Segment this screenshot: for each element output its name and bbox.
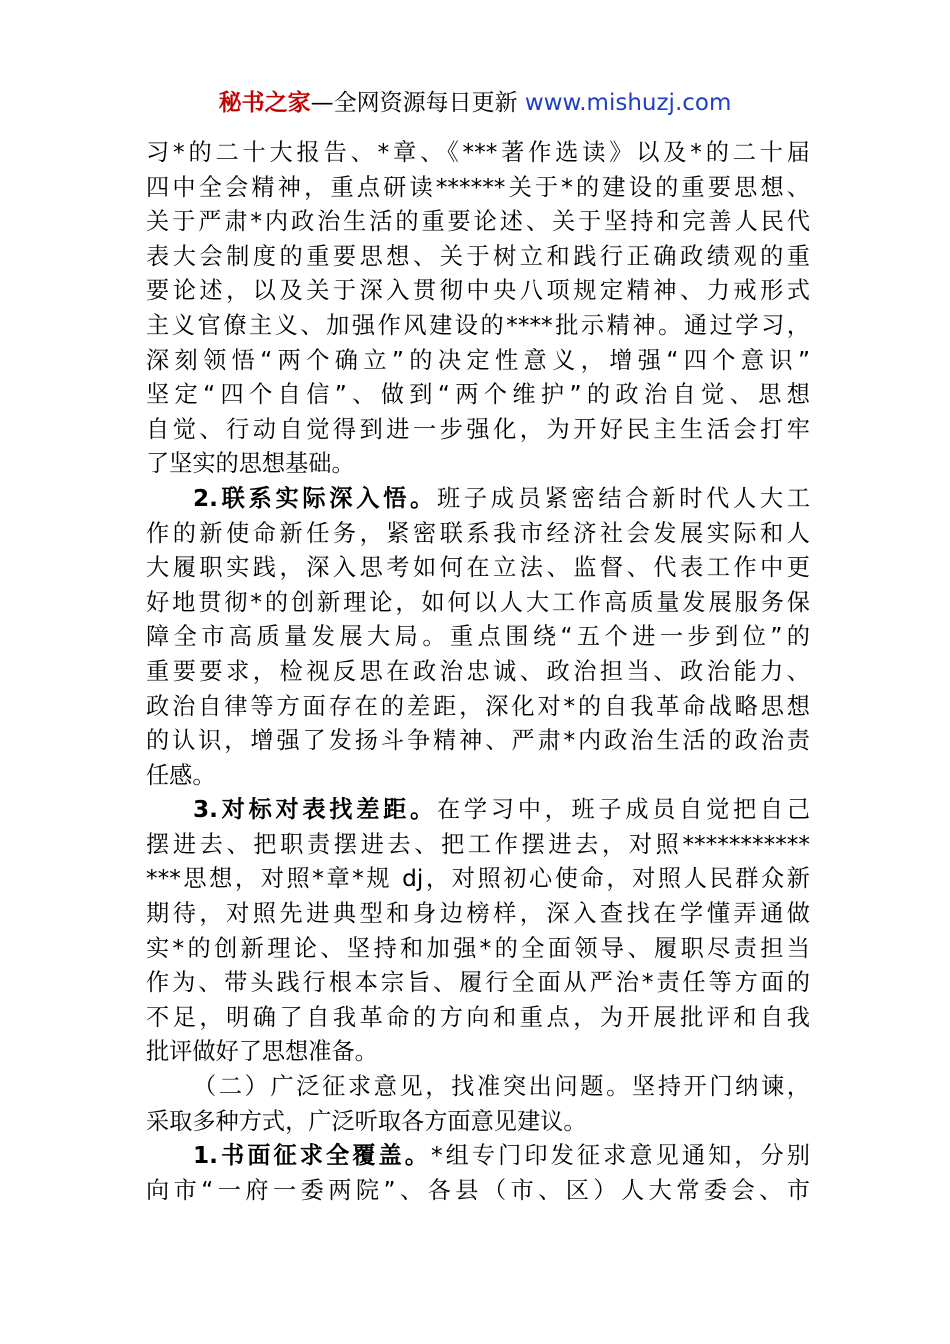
line-text: 障全市高质量发展大局。重点围绕“五个进一步到位”的 bbox=[146, 623, 810, 651]
line-text: 自觉、行动自觉得到进一步强化，为开好民主生活会打牢 bbox=[146, 415, 810, 443]
text-line bbox=[146, 897, 810, 932]
text-line bbox=[146, 586, 810, 621]
text-line bbox=[146, 171, 810, 206]
text-line bbox=[146, 828, 810, 863]
line-text: 表大会制度的重要思想、关于树立和践行正确政绩观的重 bbox=[146, 242, 810, 270]
line-text: 主义官僚主义、加强作风建设的****批示精神。通过学习， bbox=[146, 311, 810, 339]
line-text: （二）广泛征求意见，找准突出问题。坚持开门纳谏， bbox=[193, 1073, 810, 1101]
text-line bbox=[146, 482, 810, 517]
text-line bbox=[146, 1035, 810, 1070]
line-text: 的认识，增强了发扬斗争精神、严肃*内政治生活的政治责 bbox=[146, 727, 810, 755]
line-text: 习*的二十大报告、*章、《***著作选读》以及*的二十届 bbox=[146, 139, 810, 166]
text-line bbox=[146, 551, 810, 586]
line-text: 大履职实践，深入思考如何在立法、监督、代表工作中更 bbox=[146, 554, 810, 582]
line-text: 在学习中，班子成员自觉把自己 bbox=[436, 796, 811, 824]
line-text: 作的新使命新任务，紧密联系我市经济社会发展实际和人 bbox=[146, 519, 810, 547]
text-line bbox=[146, 1070, 810, 1105]
line-text: 期待，对照先进典型和身边榜样，深入查找在学懂弄通做 bbox=[146, 900, 810, 928]
line-text: 任感。 bbox=[146, 761, 216, 789]
site-slogan: —全网资源每日更新 bbox=[310, 90, 525, 116]
line-text: 作为、带头践行根本宗旨、履行全面从严治*责任等方面的 bbox=[146, 969, 810, 997]
text-line bbox=[146, 793, 810, 828]
text-line bbox=[146, 517, 810, 552]
text-line bbox=[146, 274, 810, 309]
line-text: 好地贯彻*的创新理论，如何以人大工作高质量发展服务保 bbox=[146, 588, 810, 616]
line-text: 批评做好了思想准备。 bbox=[146, 1038, 378, 1066]
line-text: 关于严肃*内政治生活的重要论述、关于坚持和完善人民代 bbox=[146, 208, 810, 236]
text-line bbox=[146, 1105, 810, 1140]
text-line bbox=[146, 862, 810, 897]
text-line bbox=[146, 309, 810, 344]
site-url: www.mishuzj.com bbox=[524, 90, 732, 116]
line-text: *组专门印发征求意见通知，分别 bbox=[430, 1142, 810, 1170]
line-text: 了坚实的思想基础。 bbox=[146, 450, 355, 478]
text-line bbox=[146, 205, 810, 240]
item-heading: 1.书面征求全覆盖。 bbox=[193, 1142, 431, 1170]
line-text: 班子成员紧密结合新时代人大工 bbox=[436, 484, 811, 512]
line-text: 摆进去、把职责摆进去、把工作摆进去，对照*********** bbox=[146, 830, 810, 858]
document-body bbox=[146, 136, 810, 1208]
line-text: 政治自律等方面存在的差距，深化对*的自我革命战略思想 bbox=[146, 692, 810, 720]
text-line bbox=[146, 1001, 810, 1036]
text-line bbox=[146, 344, 810, 379]
line-text: 要论述，以及关于深入贯彻中央八项规定精神、力戒形式 bbox=[146, 277, 810, 305]
line-text: 向市“一府一委两院”、各县（市、区）人大常委会、市 bbox=[146, 1176, 810, 1204]
site-banner bbox=[0, 86, 950, 120]
text-line bbox=[146, 240, 810, 275]
line-text: 实*的创新理论、坚持和加强*的全面领导、履职尽责担当 bbox=[146, 934, 810, 962]
text-line bbox=[146, 1139, 810, 1174]
text-line bbox=[146, 724, 810, 759]
line-text: 不足，明确了自我革命的方向和重点，为开展批评和自我 bbox=[146, 1003, 810, 1031]
line-text: 重要要求，检视反思在政治忠诚、政治担当、政治能力、 bbox=[146, 657, 810, 685]
text-line bbox=[146, 378, 810, 413]
text-line bbox=[146, 447, 810, 482]
text-line bbox=[146, 136, 810, 171]
line-text: 深刻领悟“两个确立”的决定性意义，增强“四个意识” bbox=[146, 346, 810, 374]
line-text: 坚定“四个自信”、做到“两个维护”的政治自觉、思想 bbox=[146, 381, 810, 409]
text-line bbox=[146, 966, 810, 1001]
text-line bbox=[146, 759, 810, 794]
text-line bbox=[146, 690, 810, 725]
line-text: 采取多种方式，广泛听取各方面意见建议。 bbox=[146, 1107, 587, 1135]
text-line bbox=[146, 620, 810, 655]
item-heading: 3.对标对表找差距。 bbox=[193, 796, 437, 824]
item-heading: 2.联系实际深入悟。 bbox=[193, 484, 437, 512]
line-text: 四中全会精神，重点研读******关于*的建设的重要思想、 bbox=[146, 173, 810, 201]
site-brand: 秘书之家 bbox=[218, 90, 311, 116]
text-line bbox=[146, 413, 810, 448]
text-line bbox=[146, 1174, 810, 1209]
text-line bbox=[146, 932, 810, 967]
text-line bbox=[146, 655, 810, 690]
line-text: ***思想，对照*章*规 dj，对照初心使命，对照人民群众新 bbox=[146, 865, 810, 893]
